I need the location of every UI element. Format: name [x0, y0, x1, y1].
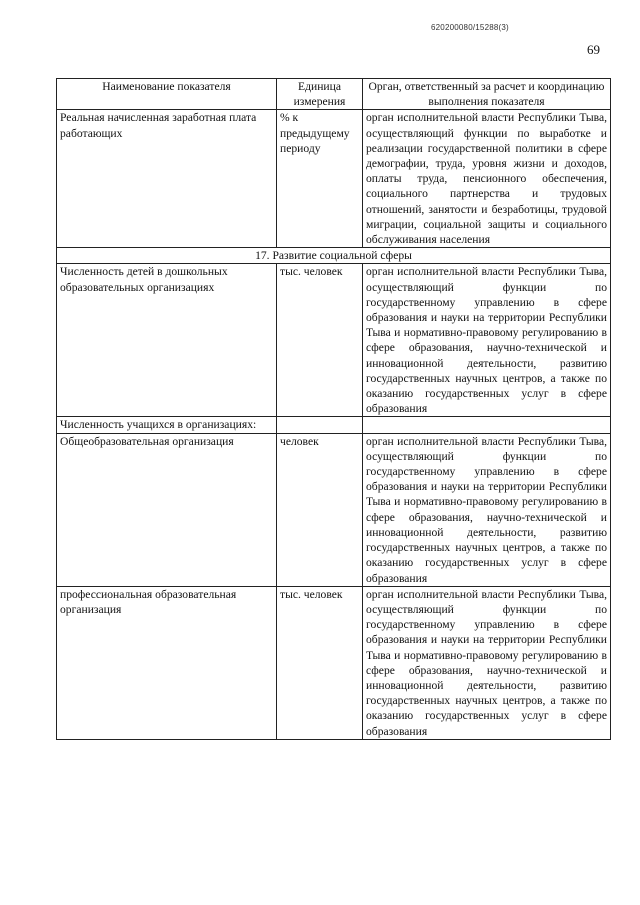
column-header-indicator: Наименование показателя — [57, 79, 277, 110]
section-row — [57, 248, 611, 264]
table-row — [57, 586, 611, 739]
indicator-cell: Численность учащихся в организациях: — [57, 417, 277, 433]
table-header-row — [57, 79, 611, 110]
unit-cell: тыс. человек — [277, 264, 363, 417]
responsible-org-cell: орган исполнительной власти Республики Тыва, осуществляющий функции по государственному управлению в сфере образования и науки на территории Республики Тыва и нормативно-правовому регулированию в сфере образования, научно-технической и инновационной деятельности, развитию государственных научных центров, а также по оказанию государственных услуг в сфере образования — [363, 433, 611, 586]
unit-cell: тыс. человек — [277, 586, 363, 739]
column-header-responsible-org: Орган, ответственный за расчет и координацию выполнения показателя — [363, 79, 611, 110]
indicators-table — [56, 78, 611, 740]
unit-cell: % к предыдущему периоду — [277, 110, 363, 248]
page-number: 69 — [587, 42, 600, 57]
table-row — [57, 110, 611, 248]
table-row — [57, 264, 611, 417]
responsible-org-cell: орган исполнительной власти Республики Тыва, осуществляющий функции по выработке и реализации государственной политики в сфере демографии, труда, уровня жизни и доходов, оплаты труда, пенсионного обеспечения, социального партнерства и трудовых отношений, занятости и безработицы, трудовой миграции, социальной защиты и социального обслуживания населения — [363, 110, 611, 248]
unit-cell: человек — [277, 433, 363, 586]
indicator-cell: Численность детей в дошкольных образовательных организациях — [57, 264, 277, 417]
unit-cell — [277, 417, 363, 433]
responsible-org-cell: орган исполнительной власти Республики Тыва, осуществляющий функции по государственному управлению в сфере образования и науки на территории Республики Тыва и нормативно-правовому регулированию в сфере образования, научно-технической и инновационной деятельности, развитию государственных научных центров, а также по оказанию государственных услуг в сфере образования — [363, 586, 611, 739]
section-title: 17. Развитие социальной сферы — [57, 248, 611, 264]
indicator-cell: Общеобразовательная организация — [57, 433, 277, 586]
table-row — [57, 417, 611, 433]
indicator-cell: Реальная начисленная заработная плата работающих — [57, 110, 277, 248]
document-id: 620200080/15288(3) — [431, 23, 509, 32]
responsible-org-cell — [363, 417, 611, 433]
indicator-cell: профессиональная образовательная организация — [57, 586, 277, 739]
responsible-org-cell: орган исполнительной власти Республики Тыва, осуществляющий функции по государственному управлению в сфере образования и науки на территории Республики Тыва и нормативно-правовому регулированию в сфере образования, научно-технической и инновационной деятельности, развитию государственных научных центров, а также по оказанию государственных услуг в сфере образования — [363, 264, 611, 417]
table-row — [57, 433, 611, 586]
column-header-unit: Единица измерения — [277, 79, 363, 110]
